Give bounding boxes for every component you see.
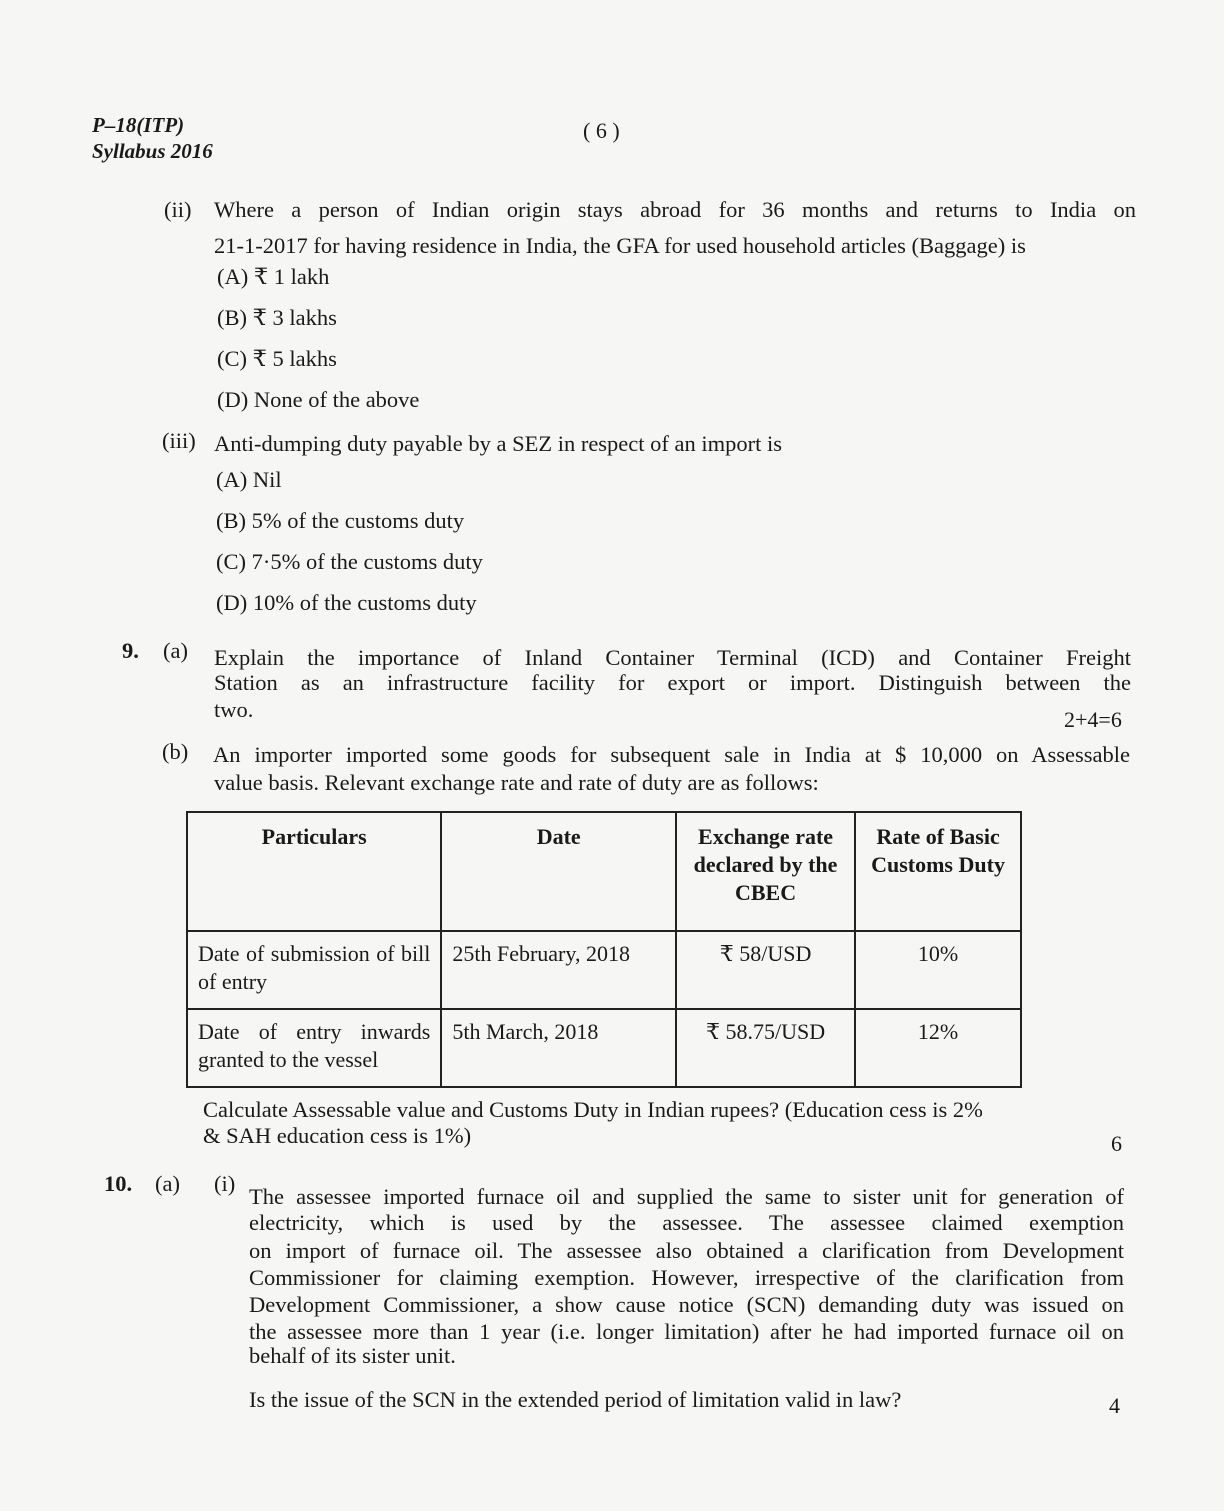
q9-a-line2: Station as an infrastructure facility for export or import. Distinguish between the xyxy=(214,670,1131,695)
q9-a-line3: two. xyxy=(214,697,254,722)
header-exchange-rate: Exchange rate declared by the CBEC xyxy=(676,812,855,931)
q10-number: 10. xyxy=(104,1171,133,1196)
header-duty-rate: Rate of Basic Customs Duty xyxy=(855,812,1021,931)
q9-b-calc-line2: & SAH education cess is 1%) xyxy=(203,1123,472,1148)
table-row xyxy=(187,931,1021,1009)
q8-ii-line2: 21-1-2017 for having residence in India, the GFA for used household articles (Baggage) is xyxy=(214,233,1026,258)
q10-line7: behalf of its sister unit. xyxy=(249,1343,456,1368)
q8-iii-option-d: (D) 10% of the customs duty xyxy=(216,590,477,615)
row2-duty-rate: 12% xyxy=(855,1009,1021,1087)
q10-line2: electricity, which is used by the assessee. The assessee claimed exemption xyxy=(249,1210,1124,1235)
row2-exchange-rate: ₹ 58.75/USD xyxy=(676,1009,855,1087)
q10-marks: 4 xyxy=(1109,1393,1120,1418)
header-date: Date xyxy=(441,812,676,931)
row1-date: 25th February, 2018 xyxy=(441,931,676,1009)
q8-ii-option-a: (A) ₹ 1 lakh xyxy=(217,264,330,289)
q10-question: Is the issue of the SCN in the extended period of limitation valid in law? xyxy=(249,1387,902,1412)
q8-ii-label: (ii) xyxy=(164,197,192,222)
q10-line4: Commissioner for claiming exemption. However, irrespective of the clarification from xyxy=(249,1265,1124,1290)
table-row xyxy=(187,1009,1021,1087)
q8-ii-option-c: (C) ₹ 5 lakhs xyxy=(217,346,337,371)
q10-i-label: (i) xyxy=(214,1171,236,1196)
q10-a-label: (a) xyxy=(155,1171,180,1196)
exchange-rate-table xyxy=(186,811,1022,1088)
q9-b-line1: An importer imported some goods for subsequent sale in India at $ 10,000 on Assessable xyxy=(213,742,1130,767)
q8-ii-line1: Where a person of Indian origin stays abroad for 36 months and returns to India on xyxy=(214,197,1136,222)
row2-particulars: Date of entry inwards granted to the vessel xyxy=(187,1009,441,1087)
q9-b-line2: value basis. Relevant exchange rate and rate of duty are as follows: xyxy=(214,770,819,795)
page-number: ( 6 ) xyxy=(583,118,620,143)
q10-line6: the assessee more than 1 year (i.e. longer limitation) after he had imported furnace oil on xyxy=(249,1319,1124,1344)
q9-b-label: (b) xyxy=(162,739,189,764)
paper-header xyxy=(92,112,213,164)
row1-exchange-rate: ₹ 58/USD xyxy=(676,931,855,1009)
q9-b-calc-line1: Calculate Assessable value and Customs Duty in Indian rupees? (Education cess is 2% xyxy=(203,1097,983,1122)
q10-line3: on import of furnace oil. The assessee also obtained a clarification from Development xyxy=(249,1238,1124,1263)
q8-iii-option-a: (A) Nil xyxy=(216,467,282,492)
q8-ii-option-b: (B) ₹ 3 lakhs xyxy=(217,305,337,330)
q9-b-marks: 6 xyxy=(1111,1131,1122,1156)
q9-a-marks: 2+4=6 xyxy=(1064,707,1122,732)
q9-number: 9. xyxy=(122,638,139,663)
paper-code: P–18(ITP) xyxy=(92,113,185,137)
row1-duty-rate: 10% xyxy=(855,931,1021,1009)
q8-iii-text: Anti-dumping duty payable by a SEZ in respect of an import is xyxy=(214,431,783,456)
syllabus-year: Syllabus 2016 xyxy=(92,139,213,163)
header-particulars: Particulars xyxy=(187,812,441,931)
q8-iii-label: (iii) xyxy=(162,428,196,453)
row2-date: 5th March, 2018 xyxy=(441,1009,676,1087)
q10-line5: Development Commissioner, a show cause notice (SCN) demanding duty was issued on xyxy=(249,1292,1124,1317)
q8-ii-option-d: (D) None of the above xyxy=(217,387,420,412)
q9-a-label: (a) xyxy=(163,638,188,663)
row1-particulars: Date of submission of bill of entry xyxy=(187,931,441,1009)
table-header-row xyxy=(187,812,1021,931)
q9-a-line1: Explain the importance of Inland Container Terminal (ICD) and Container Freight xyxy=(214,645,1131,670)
q8-iii-option-b: (B) 5% of the customs duty xyxy=(216,508,465,533)
q8-iii-option-c: (C) 7·5% of the customs duty xyxy=(216,549,483,574)
q10-line1: The assessee imported furnace oil and supplied the same to sister unit for generation of xyxy=(249,1184,1124,1209)
